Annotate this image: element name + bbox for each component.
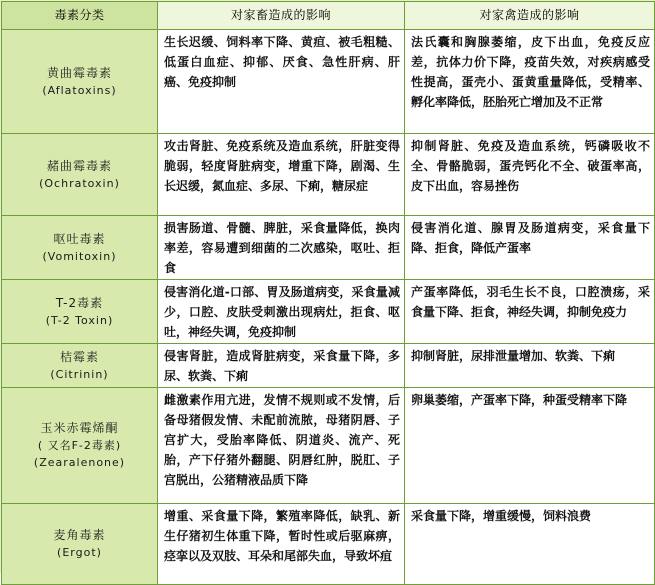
toxin-name-cn: T-2毒素 bbox=[55, 295, 104, 310]
mycotoxin-effects-table bbox=[1, 1, 655, 585]
toxin-name-cn: 黄曲霉毒素 bbox=[46, 65, 112, 80]
poultry-effects-cell: 侵害消化道、腺胃及肠道病变，采食量下降、拒食，降低产蛋率 bbox=[405, 216, 655, 280]
table-row bbox=[2, 216, 655, 280]
poultry-effects-cell: 抑制肾脏，尿排泄量增加、软粪、下痢 bbox=[405, 344, 655, 388]
toxin-name-cell bbox=[2, 344, 158, 388]
toxin-name-alias: ( 又名F-2毒素) bbox=[37, 439, 122, 452]
table-row bbox=[2, 30, 655, 134]
toxin-name-cell bbox=[2, 388, 158, 504]
toxin-name-en: (Citrinin) bbox=[50, 367, 109, 381]
table-row bbox=[2, 344, 655, 388]
livestock-effects-cell: 损害肠道、骨髓、脾脏，采食量降低，换肉率差，容易遭到细菌的二次感染，呕吐、拒食 bbox=[158, 216, 405, 280]
livestock-effects-cell: 侵害肾脏，造成肾脏病变，采食量下降，多尿、软粪、下痢 bbox=[158, 344, 405, 388]
poultry-effects-cell: 采食量下降，增重缓慢，饲料浪费 bbox=[405, 504, 655, 585]
toxin-name-en: (Vomitoxin) bbox=[42, 249, 117, 263]
header-poultry-effects: 对家禽造成的影响 bbox=[405, 2, 655, 30]
toxin-name-cell bbox=[2, 504, 158, 585]
table-row bbox=[2, 388, 655, 504]
table-row bbox=[2, 280, 655, 344]
toxin-name-en: (Zearalenone) bbox=[33, 456, 126, 469]
livestock-effects-cell: 生长迟缓、饲料率下降、黄疸、被毛粗糙、低蛋白血症、抑郁、厌食、急性肝病、肝癌、免疫抑制 bbox=[158, 30, 405, 134]
toxin-name-cn: 玉米赤霉烯酮 bbox=[40, 421, 119, 435]
poultry-effects-cell: 卵巢萎缩，产蛋率下降，种蛋受精率下降 bbox=[405, 388, 655, 504]
livestock-effects-cell: 雌激素作用亢进，发情不规则或不发情，后备母猪假发情、未配前流脓，母猪阴唇、子宫扩大，受胎率降低、阴道炎、流产、死胎，产下仔猪外翻腿、阴唇红肿，脱肛、子宫脱出，公猪精液品质下降 bbox=[158, 388, 405, 504]
toxin-name-cell bbox=[2, 216, 158, 280]
toxin-name-cell bbox=[2, 134, 158, 216]
table-row bbox=[2, 504, 655, 585]
toxin-name-en: (Aflatoxins) bbox=[42, 83, 117, 97]
table-header-row bbox=[2, 2, 655, 30]
table-row bbox=[2, 134, 655, 216]
livestock-effects-cell: 侵害消化道-口部、胃及肠道病变，采食量减少，口腔、皮肤受刺激出现病灶，拒食、呕吐，神经失调，免疫抑制 bbox=[158, 280, 405, 344]
toxin-name-en: (Ochratoxin) bbox=[39, 176, 120, 190]
poultry-effects-cell: 法氏囊和胸腺萎缩，皮下出血，免疫反应差，抗体力价下降，疫苗失效，对疾病感受性提高，蛋壳小、蛋黄重量降低，受精率、孵化率降低，胚胎死亡增加及不正常 bbox=[405, 30, 655, 134]
toxin-name-cell bbox=[2, 280, 158, 344]
toxin-name-cn: 麦角毒素 bbox=[53, 528, 106, 542]
toxin-name-en: (Ergot) bbox=[57, 546, 102, 559]
toxin-name-cn: 呕吐毒素 bbox=[53, 231, 106, 246]
poultry-effects-cell: 抑制肾脏、免疫及造血系统，钙磷吸收不全、骨骼脆弱，蛋壳钙化不全、破蛋率高，皮下出血，容易挫伤 bbox=[405, 134, 655, 216]
livestock-effects-cell: 攻击肾脏、免疫系统及造血系统，肝脏变得脆弱，轻度肾脏病变，增重下降，剧渴、生长迟缓，氮血症、多尿、下痢，糖尿症 bbox=[158, 134, 405, 216]
toxin-name-en: (T-2 Toxin) bbox=[45, 313, 114, 327]
header-toxin-category: 毒素分类 bbox=[2, 2, 158, 30]
toxin-name-cell bbox=[2, 30, 158, 134]
toxin-name-cn: 赭曲霉毒素 bbox=[46, 158, 112, 173]
poultry-effects-cell: 产蛋率降低，羽毛生长不良，口腔溃疡，采食量下降、拒食，神经失调，抑制免疫力 bbox=[405, 280, 655, 344]
livestock-effects-cell: 增重、采食量下降，繁殖率降低，缺乳、新生仔猪初生体重下降，暂时性或后驱麻痹，痉挛以及双肢、耳朵和尾部失血，导致坏疽 bbox=[158, 504, 405, 585]
toxin-name-cn: 桔霉素 bbox=[59, 349, 99, 364]
header-livestock-effects: 对家畜造成的影响 bbox=[158, 2, 405, 30]
